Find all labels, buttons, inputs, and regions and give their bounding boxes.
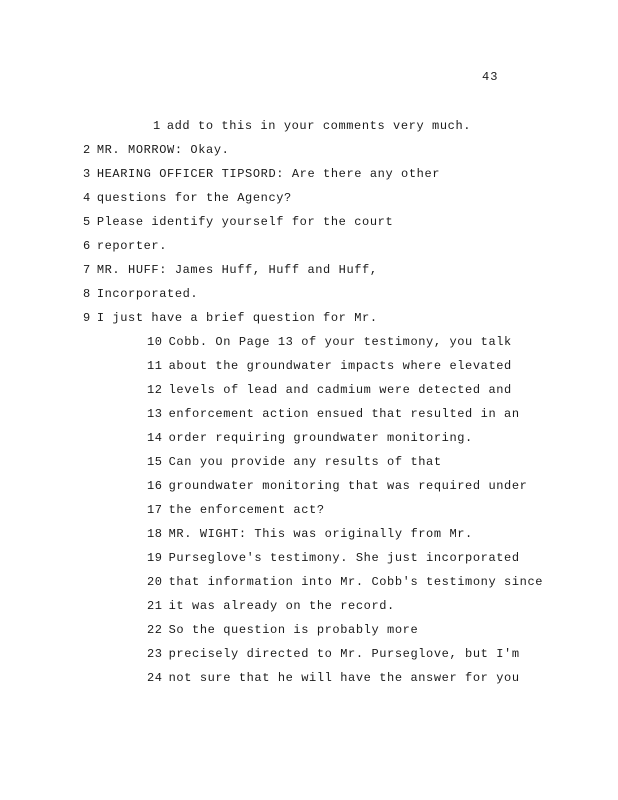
transcript-line xyxy=(153,119,471,133)
line-number: 24 xyxy=(147,671,163,685)
line-text: groundwater monitoring that was required under xyxy=(168,479,528,493)
transcript-line xyxy=(147,575,543,589)
line-text: reporter. xyxy=(96,239,168,253)
transcript-line xyxy=(83,143,229,157)
line-text: about the groundwater impacts where elevated xyxy=(168,359,512,373)
line-text: questions for the Agency? xyxy=(96,191,292,205)
transcript-line xyxy=(83,167,440,181)
line-text: not sure that he will have the answer for you xyxy=(168,671,520,685)
line-text: Please identify yourself for the court xyxy=(96,215,394,229)
line-text: levels of lead and cadmium were detected and xyxy=(168,383,512,397)
transcript-line xyxy=(147,455,442,469)
line-number: 9 xyxy=(83,311,91,325)
line-number: 4 xyxy=(83,191,91,205)
transcript-line xyxy=(83,263,378,277)
transcript-line xyxy=(83,215,393,229)
line-number: 15 xyxy=(147,455,163,469)
line-text: I just have a brief question for Mr. xyxy=(96,311,378,325)
transcript-line xyxy=(147,527,473,541)
line-number: 11 xyxy=(147,359,163,373)
line-text: Purseglove's testimony. She just incorporated xyxy=(168,551,520,565)
transcript-line xyxy=(147,671,520,685)
transcript-line xyxy=(147,599,395,613)
line-number: 10 xyxy=(147,335,163,349)
line-number: 21 xyxy=(147,599,163,613)
line-text: add to this in your comments very much. xyxy=(166,119,472,133)
transcript-line xyxy=(147,335,512,349)
line-text: order requiring groundwater monitoring. xyxy=(168,431,473,445)
line-text: MR. HUFF: James Huff, Huff and Huff, xyxy=(96,263,378,277)
transcript-line xyxy=(147,647,520,661)
line-text: Incorporated. xyxy=(96,287,199,301)
line-number: 5 xyxy=(83,215,91,229)
line-text: So the question is probably more xyxy=(168,623,419,637)
transcript-line xyxy=(147,407,520,421)
line-number: 1 xyxy=(153,119,161,133)
transcript-line xyxy=(147,359,512,373)
transcript-line xyxy=(83,287,198,301)
line-number: 23 xyxy=(147,647,163,661)
line-text: enforcement action ensued that resulted in an xyxy=(168,407,520,421)
line-number: 3 xyxy=(83,167,91,181)
line-number: 12 xyxy=(147,383,163,397)
line-text: precisely directed to Mr. Purseglove, but I'm xyxy=(168,647,520,661)
transcript-line xyxy=(83,311,378,325)
line-number: 6 xyxy=(83,239,91,253)
line-text: MR. MORROW: Okay. xyxy=(96,143,230,157)
transcript-line xyxy=(147,551,520,565)
line-number: 2 xyxy=(83,143,91,157)
transcript-line xyxy=(147,479,527,493)
transcript-line xyxy=(147,431,473,445)
line-text: Cobb. On Page 13 of your testimony, you talk xyxy=(168,335,512,349)
line-number: 7 xyxy=(83,263,91,277)
page-number: 43 xyxy=(482,70,499,84)
line-number: 18 xyxy=(147,527,163,541)
line-number: 16 xyxy=(147,479,163,493)
line-text: that information into Mr. Cobb's testimony since xyxy=(168,575,544,589)
line-number: 19 xyxy=(147,551,163,565)
line-number: 22 xyxy=(147,623,163,637)
line-number: 14 xyxy=(147,431,163,445)
transcript-line xyxy=(147,383,512,397)
line-number: 20 xyxy=(147,575,163,589)
line-text: HEARING OFFICER TIPSORD: Are there any other xyxy=(96,167,441,181)
line-text: MR. WIGHT: This was originally from Mr. xyxy=(168,527,473,541)
transcript-line xyxy=(83,191,292,205)
transcript-line xyxy=(147,503,325,517)
line-text: the enforcement act? xyxy=(168,503,325,517)
line-number: 13 xyxy=(147,407,163,421)
transcript-line xyxy=(147,623,418,637)
line-text: it was already on the record. xyxy=(168,599,395,613)
transcript-line xyxy=(83,239,167,253)
line-number: 17 xyxy=(147,503,163,517)
line-number: 8 xyxy=(83,287,91,301)
line-text: Can you provide any results of that xyxy=(168,455,442,469)
